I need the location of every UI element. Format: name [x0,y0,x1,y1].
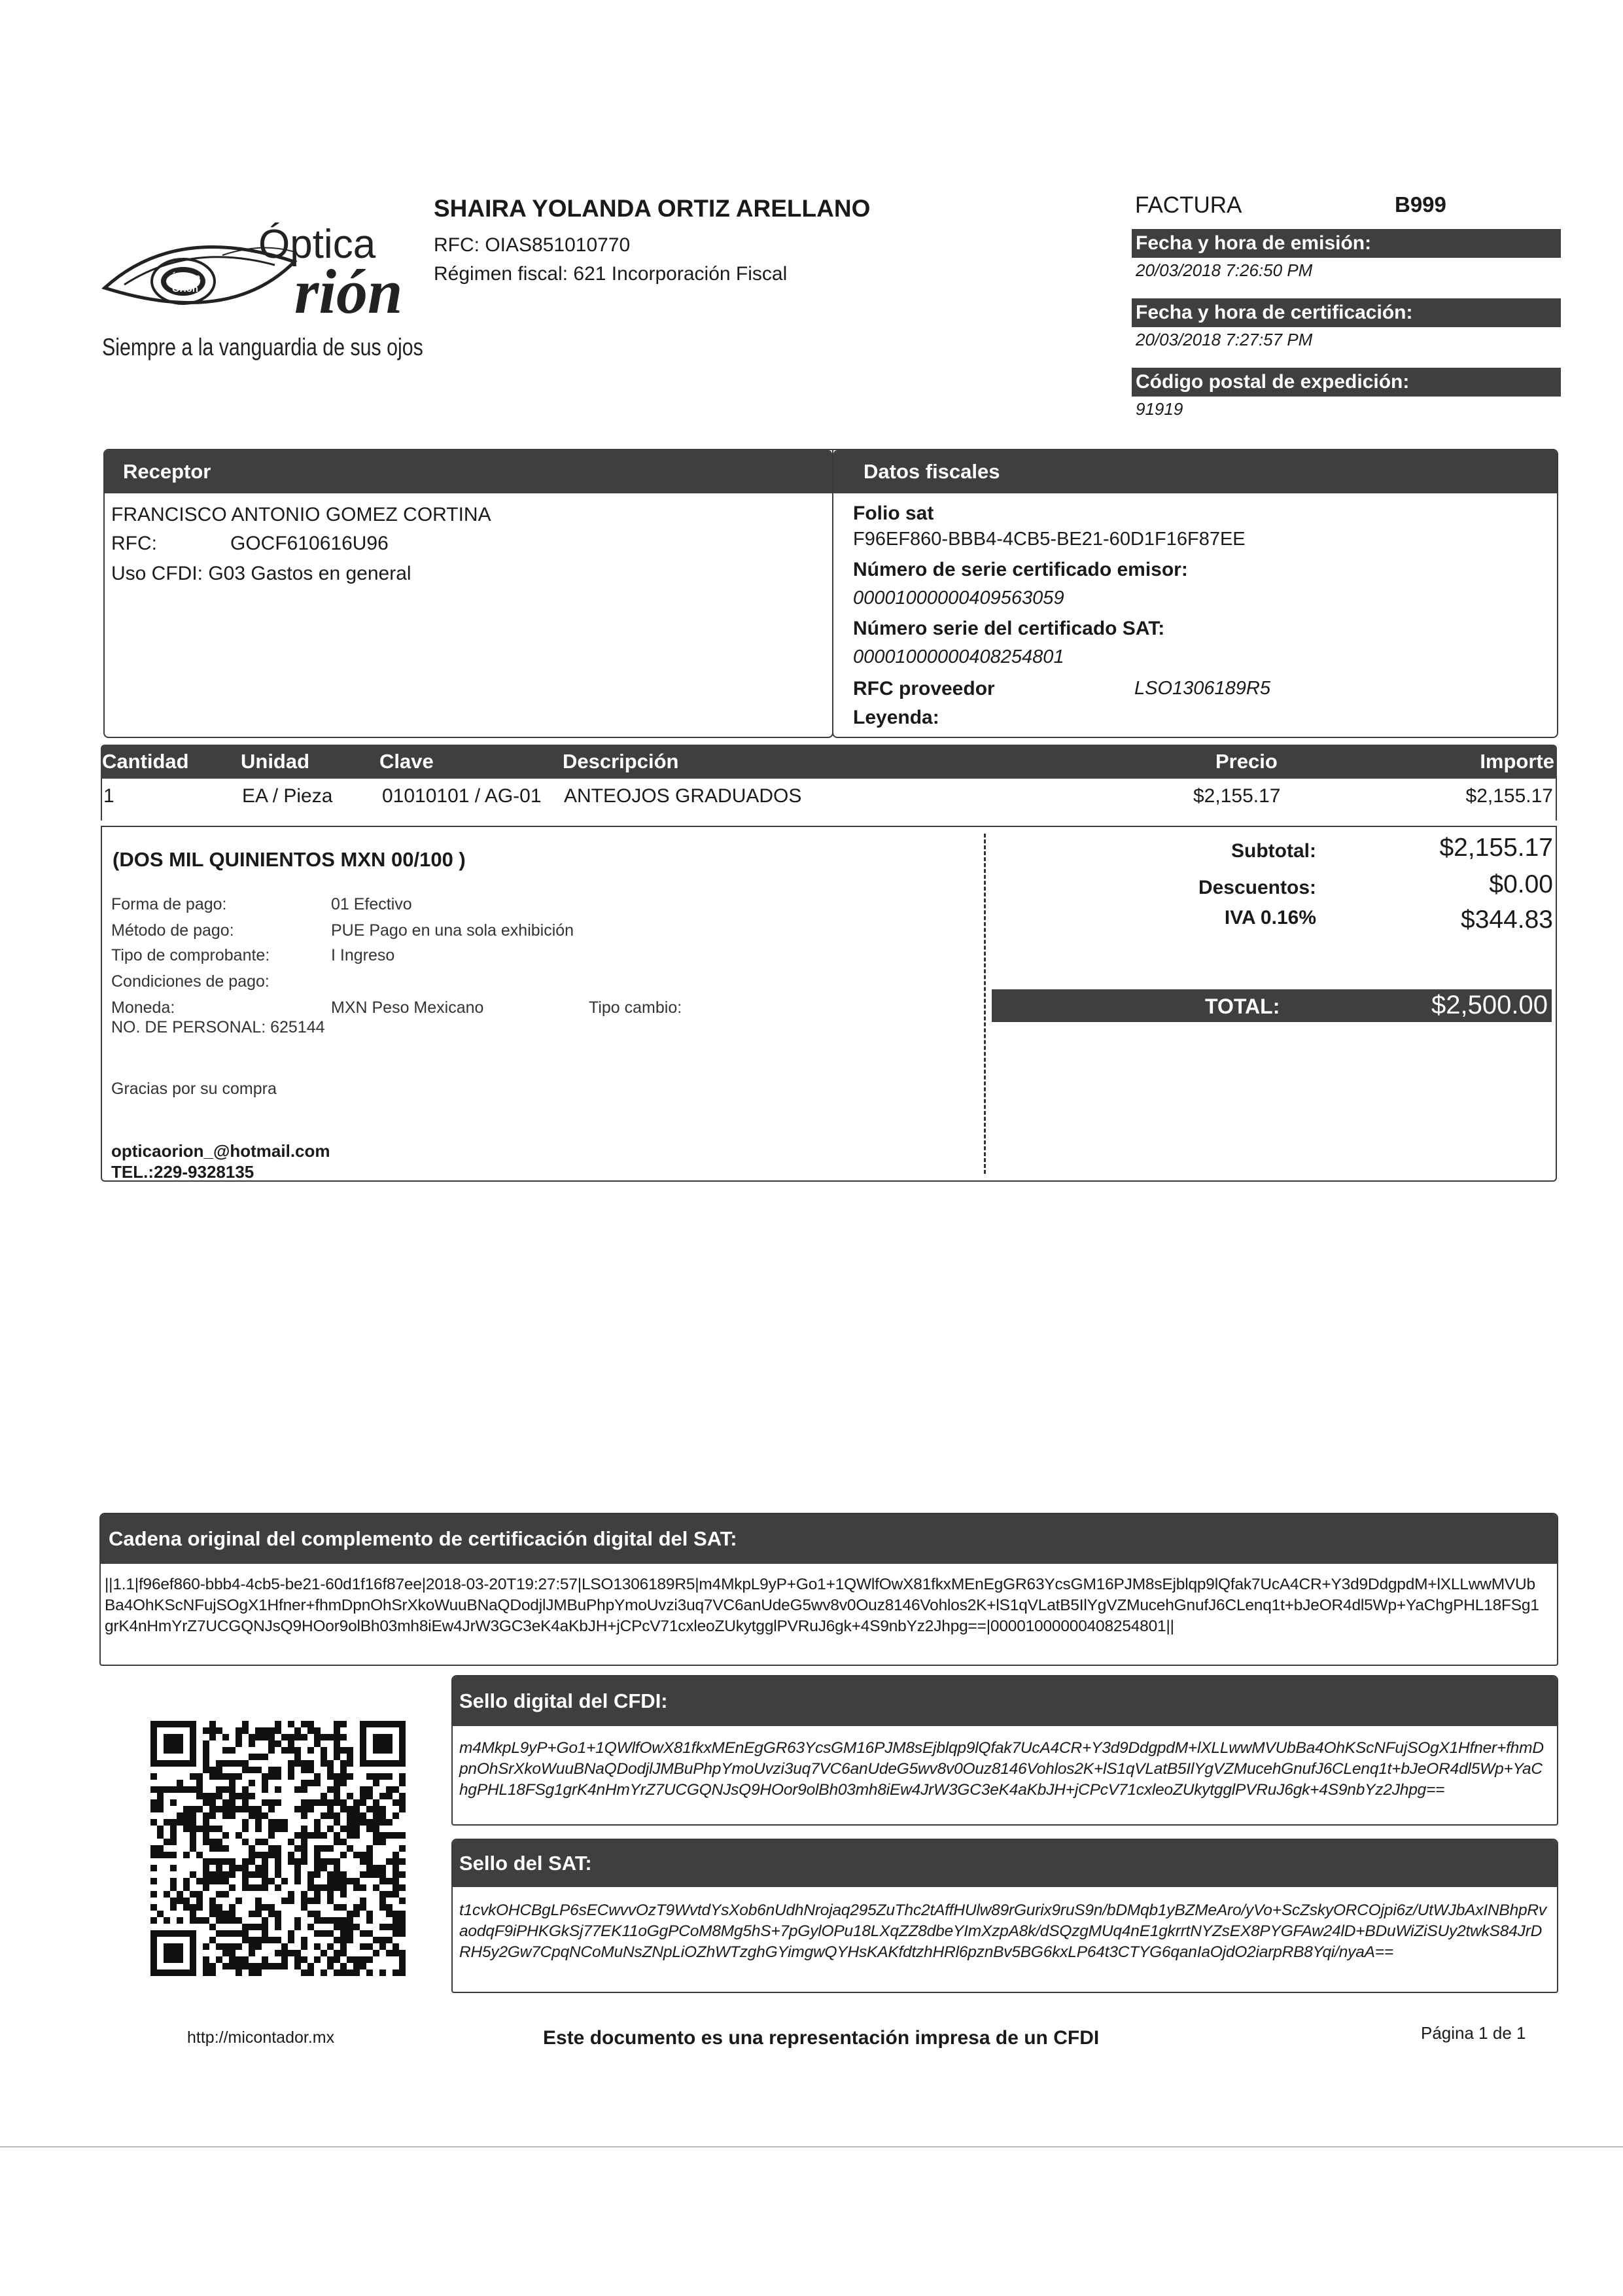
forma-value: 01 Efectivo [331,895,412,913]
serie-emisor-value: 00001000000409563059 [853,588,1064,609]
page-edge-line [0,2146,1623,2147]
tipo-value: I Ingreso [331,946,395,964]
condiciones-label: Condiciones de pago: [111,972,270,991]
col-importe: Importe [1480,750,1554,773]
metodo-value: PUE Pago en una sola exhibición [331,921,574,940]
cp-value: 91919 [1136,399,1183,419]
moneda-value: MXN Peso Mexicano [331,998,484,1017]
receptor-uso: Uso CFDI: G03 Gastos en general [111,563,411,584]
items-header [101,745,1557,779]
row-importe: $2,155.17 [1465,785,1553,807]
sello-cfdi-box [451,1675,1558,1826]
receptor-box [103,449,833,738]
serie-sat-value: 00001000000408254801 [853,646,1064,667]
tipo-label: Tipo de comprobante: [111,946,270,964]
logo-slogan: Siempre a la vanguardia de sus ojos [102,334,423,361]
tel: TEL.:229-9328135 [111,1162,254,1182]
logo-brand-top: Óptica [258,222,376,267]
serie-sat-label: Número serie del certificado SAT: [853,618,1165,639]
cadena-box [99,1513,1558,1666]
payment-box [101,826,1557,1182]
emission-label: Fecha y hora de emisión: [1132,229,1561,258]
sello-sat-header: Sello del SAT: [453,1840,1557,1887]
sello-sat-box [451,1839,1558,1993]
moneda-label: Moneda: [111,998,175,1017]
issuer-rfc: RFC: OIAS851010770 [434,234,631,256]
tipo-cambio-label: Tipo cambio: [589,998,682,1017]
row-cantidad: 1 [103,785,114,807]
cadena-header: Cadena original del complemento de certificación digital del SAT: [101,1514,1557,1564]
col-unidad: Unidad [241,750,310,773]
fiscal-header: Datos fiscales [833,450,1557,493]
row-descripcion: ANTEOJOS GRADUADOS [564,785,802,807]
table-row [101,779,1557,821]
folio-label: Folio sat [853,503,934,524]
email: opticaorion_@hotmail.com [111,1141,330,1161]
serie-emisor-label: Número de serie certificado emisor: [853,559,1188,580]
cert-value: 20/03/2018 7:27:57 PM [1136,330,1313,349]
receptor-name: FRANCISCO ANTONIO GOMEZ CORTINA [111,504,491,525]
subtotal-label: Subtotal: [1231,840,1316,862]
total-label: TOTAL: [1205,995,1280,1018]
logo [98,216,425,366]
row-clave: 01010101 / AG-01 [382,785,542,807]
iva-label: IVA 0.16% [1224,907,1316,928]
sello-sat-text: t1cvkOHCBgLP6sECwvvOzT9WvtdYsXob6nUdhNrojaq295ZuThc2tAffHUlw89rGurix9ruS9n/bDMqb1yBZMeAro/yVo+ScZskyORCOjpi6z/UtWJbAxINBhpRvaodqF9iPHKGkSj77EK11oGgPCoM8Mg5hS+7pGylOPu18LXqZZ8dbeYImXzpA8k/dSQzgMUq4nE1gkrrtNYZsEX8PYGFAw24lD+BDuWiZiSUy2twkS84JrDRH5y2Gw7CpqNCoMuNsZNpLiOZhWTzghGYimgwQYHsKAKfdtzhHRl6pznBv5BG6kxLP64t3CTYG6qanIaOjdO2iarpRB8Yqi/nyaA== [459,1901,1546,1961]
footer-url: http://micontador.mx [187,2028,335,2047]
logo-seal-inner: Óptica Orión [169,272,201,294]
invoice-type: FACTURA [1135,192,1242,218]
total-band [992,989,1552,1022]
subtotal-value: $2,155.17 [1439,834,1553,862]
col-precio: Precio [1215,750,1278,773]
row-precio: $2,155.17 [1193,785,1281,807]
logo-brand-bottom: rión [294,256,403,327]
receptor-rfc-label: RFC: [111,533,157,554]
amount-words: (DOS MIL QUINIENTOS MXN 00/100 ) [113,848,466,871]
leyenda-label: Leyenda: [853,707,939,728]
iva-value: $344.83 [1461,906,1553,934]
personal: NO. DE PERSONAL: 625144 [111,1018,325,1036]
col-cantidad: Cantidad [102,750,189,773]
cp-label: Código postal de expedición: [1132,368,1561,397]
proveedor-value: LSO1306189R5 [1134,678,1270,699]
total-value: $2,500.00 [1431,991,1548,1019]
cert-label: Fecha y hora de certificación: [1132,298,1561,327]
metodo-label: Método de pago: [111,921,234,940]
fiscal-box [832,449,1558,738]
divider [984,834,986,1174]
folio-value: F96EF860-BBB4-4CB5-BE21-60D1F16F87EE [853,529,1246,550]
invoice-number: B999 [1395,192,1446,217]
sello-cfdi-text: m4MkpL9yP+Go1+1QWlfOwX81fkxMEnEgGR63YcsGM16PJM8sEjblqp9lQfak7UcA4CR+Y3d9DdgpdM+lXLLwwMVUbBa4OhKScNFujSOgX1Hfner+fhmDpnOhSrXkoWuuBNaQDodjlJMBuPhpYmoUvzi3uq7VC6anUdeG5wv8v0Ouz8146Vohlos2K+lS1qVLatB5IlYgVZMucehGnufJ6CLenq1t+bJeOR4dl5Wp+YaChgPHL18FSg1grK4nHmYrZ7UCGQNJsQ9HOor9olBh03mh8iEw4JrW3GC3eK4aKbJH+jCPcV71cxleoZUkytgglPVRuJ6gk+4S9nbYz2Jhpg== [459,1739,1544,1799]
col-descripcion: Descripción [563,750,679,773]
cadena-text: ||1.1|f96ef860-bbb4-4cb5-be21-60d1f16f87ee|2018-03-20T19:27:57|LSO1306189R5|m4MkpL9yP+Go1+1QWlfOwX81fkxMEnEgGR63YcsGM16PJM8sEjblqp9lQfak7UcA4CR+Y3d9DdgpdM+lXLLwwMVUbBa4OhKScNFujSOgX1Hfner+fhmDpnOhSrXkoWuuBNaQDodjlJMBuPhpYmoUvzi3uq7VC6anUdeG5wv8v0Ouz8146Vohlos2K+lS1qVLatB5IlYgVZMucehGnufJ6CLenq1t+bJeOR4dl5Wp+YaChgPHL18FSg1grK4nHmYrZ7UCGQNJsQ9HOor9olBh03mh8iEw4JrW3GC3eK4aKbJH+jCPcV71cxleoZUkytgglPVRuJ6gk+4S9nbYz2Jhpg==|00001000000408254801|| [105,1576,1539,1635]
row-unidad: EA / Pieza [242,785,333,807]
descuentos-value: $0.00 [1489,870,1553,898]
receptor-header: Receptor [105,450,832,493]
footer-page: Página 1 de 1 [1421,2023,1526,2043]
receptor-rfc-value: GOCF610616U96 [230,533,389,554]
issuer-name: SHAIRA YOLANDA ORTIZ ARELLANO [434,195,871,222]
col-clave: Clave [379,750,434,773]
issuer-regimen: Régimen fiscal: 621 Incorporación Fiscal [434,263,788,285]
emission-value: 20/03/2018 7:26:50 PM [1136,260,1313,280]
gracias: Gracias por su compra [111,1080,277,1098]
descuentos-label: Descuentos: [1198,877,1316,898]
sello-cfdi-header: Sello digital del CFDI: [453,1676,1557,1726]
proveedor-label: RFC proveedor [853,678,995,699]
footer-note: Este documento es una representación impresa de un CFDI [543,2027,1100,2049]
qr-code-icon [150,1721,406,1976]
forma-label: Forma de pago: [111,895,227,913]
